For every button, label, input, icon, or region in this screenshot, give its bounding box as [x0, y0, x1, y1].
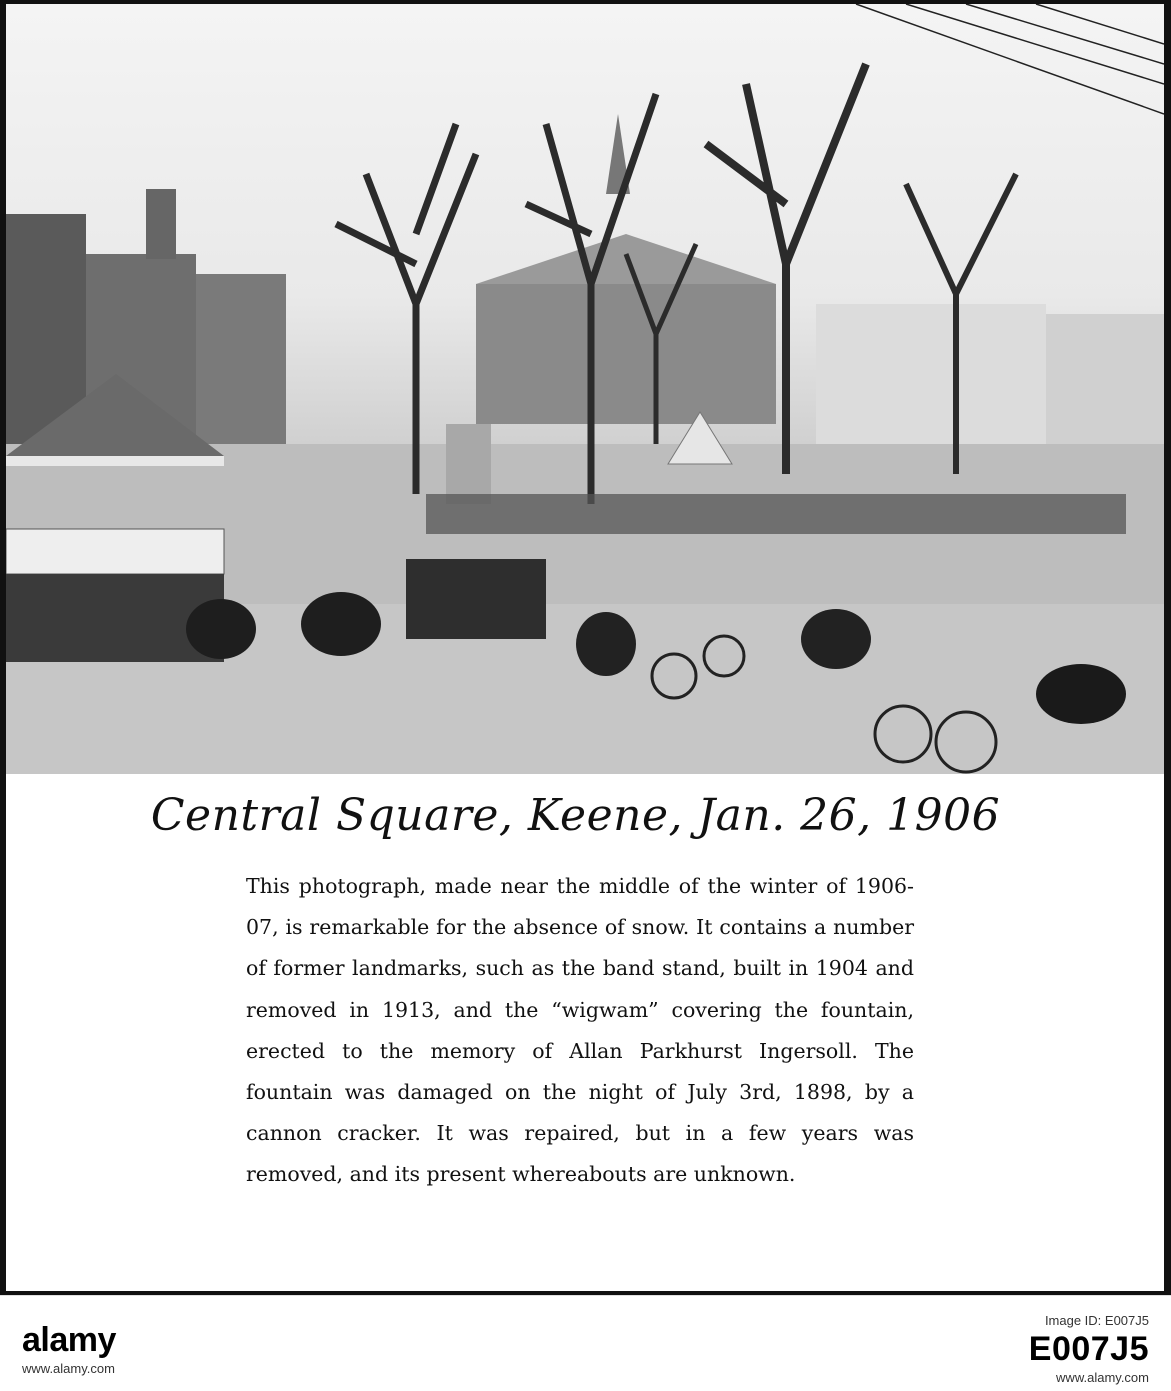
photograph-illustration: [6, 4, 1164, 774]
stock-watermark-bar: [0, 1295, 1171, 1391]
image-code: E007J5: [1028, 1330, 1149, 1368]
monument: [446, 424, 491, 504]
historic-photograph: [6, 4, 1164, 774]
bandstand-railing: [6, 529, 224, 574]
horse-4: [801, 609, 871, 669]
bandstand-eave: [6, 456, 224, 466]
town-hall: [476, 284, 776, 424]
store-building-right: [1046, 314, 1164, 444]
tower-left: [146, 189, 176, 259]
caption-title: Central Square, Keene, Jan. 26, 1906: [150, 790, 1001, 841]
building-left-3: [196, 274, 286, 444]
alamy-url-right[interactable]: www.alamy.com: [1056, 1370, 1149, 1385]
carriages-row: [426, 494, 1126, 534]
alamy-url[interactable]: www.alamy.com: [22, 1361, 115, 1376]
white-building-right: [816, 304, 1046, 444]
horse-5: [1036, 664, 1126, 724]
alamy-logo[interactable]: alamy: [22, 1321, 116, 1359]
horse-1: [186, 599, 256, 659]
horse-3: [576, 612, 636, 676]
image-id-label: Image ID: E007J5: [1044, 1313, 1149, 1328]
overhead-wires: [856, 4, 1164, 114]
caption-body: This photograph, made near the middle of the winter of 1906-07, is remarkable for the absence of snow. It contains a number of former landmarks, such as the band stand, built in 1904 and removed in 1913, and the “wigwam” covering the fountain, erected to the memory of Allan Parkhurst Ingersoll. The fountain was damaged on the night of July 3rd, 1898, by a cannon cracker. It was repaired, but in a few years was removed, and its present whereabouts are unknown.: [246, 874, 914, 1187]
coach-carriage: [406, 559, 546, 639]
frame-border-right: [1164, 0, 1171, 1295]
horse-2: [301, 592, 381, 656]
